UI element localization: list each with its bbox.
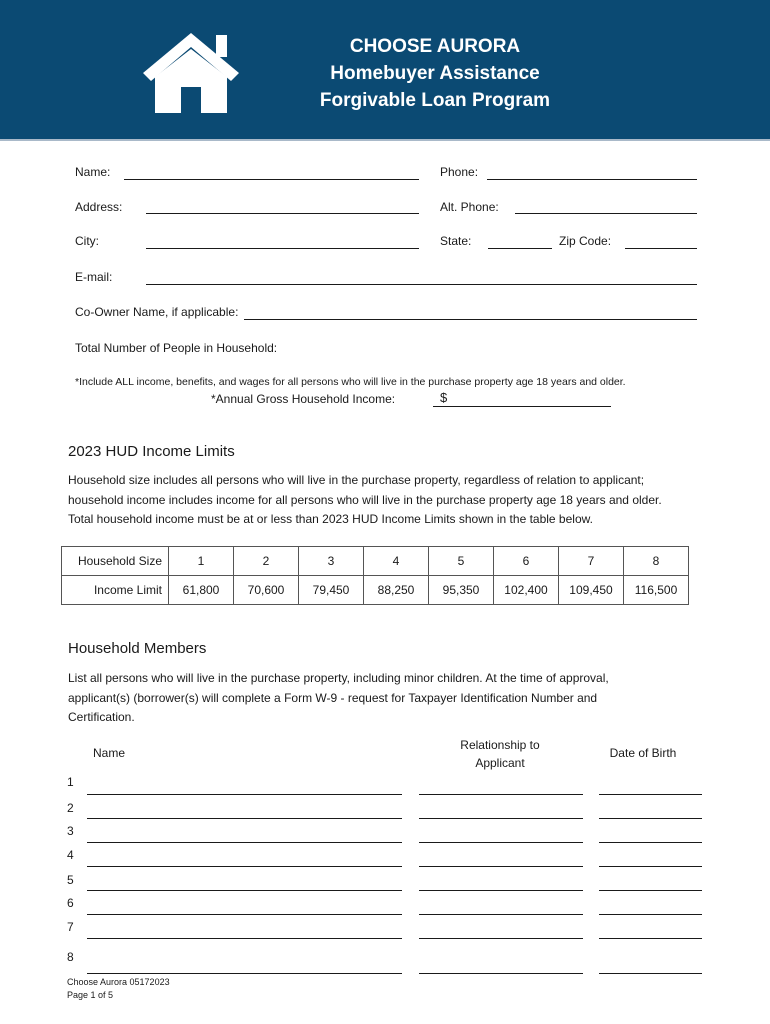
- dob-column-header: Date of Birth: [609, 746, 677, 760]
- coowner-field[interactable]: [244, 319, 697, 320]
- member-relationship-field[interactable]: [419, 914, 583, 915]
- member-relationship-field[interactable]: [419, 938, 583, 939]
- limit-cell: 70,600: [234, 576, 299, 605]
- paragraph-line: household income includes income for all persons who will live in the purchase property age 18 years and older.: [68, 492, 662, 507]
- phone-label: Phone:: [440, 165, 479, 179]
- document-id: Choose Aurora 05172023: [67, 977, 170, 987]
- state-label: State:: [440, 234, 472, 248]
- paragraph-line: List all persons who will live in the purchase property, including minor children. At the time of approval,: [68, 671, 609, 685]
- size-cell: 2: [234, 547, 299, 576]
- member-name-field[interactable]: [87, 794, 402, 795]
- member-relationship-field[interactable]: [419, 890, 583, 891]
- gross-income-label: *Annual Gross Household Income:: [211, 392, 396, 406]
- limit-cell: 61,800: [169, 576, 234, 605]
- member-relationship-field[interactable]: [419, 973, 583, 974]
- member-dob-field[interactable]: [599, 973, 702, 974]
- member-dob-field[interactable]: [599, 938, 702, 939]
- size-cell: 3: [299, 547, 364, 576]
- member-row-number: 2: [67, 801, 74, 815]
- household-members-paragraph: [68, 669, 609, 728]
- relationship-column-header: [440, 736, 560, 772]
- size-cell: 5: [429, 547, 494, 576]
- title-line-1: CHOOSE AURORA: [349, 36, 521, 57]
- member-relationship-field[interactable]: [419, 842, 583, 843]
- paragraph-line: Certification.: [68, 710, 135, 724]
- city-field[interactable]: [146, 248, 419, 249]
- email-label: E-mail:: [75, 270, 113, 284]
- income-note: *Include ALL income, benefits, and wages for all persons who will live in the purchase property age 18 years and older.: [75, 376, 626, 388]
- member-row-number: 5: [67, 873, 74, 887]
- city-label: City:: [75, 234, 99, 248]
- house-icon: [135, 27, 247, 115]
- limit-cell: 79,450: [299, 576, 364, 605]
- paragraph-line: applicant(s) (borrower(s) will complete a Form W-9 - request for Taxpayer Identification Number and: [68, 690, 598, 705]
- gross-income-field[interactable]: [433, 406, 611, 407]
- member-name-field[interactable]: [87, 842, 402, 843]
- member-row-number: 7: [67, 920, 74, 934]
- member-relationship-field[interactable]: [419, 794, 583, 795]
- member-row-number: 4: [67, 848, 74, 862]
- household-members-title: Household Members: [68, 640, 207, 657]
- size-cell: 6: [494, 547, 559, 576]
- income-limit-row: [62, 576, 689, 605]
- member-relationship-field[interactable]: [419, 866, 583, 867]
- size-cell: 8: [624, 547, 689, 576]
- household-size-row: [62, 547, 689, 576]
- member-name-field[interactable]: [87, 914, 402, 915]
- income-limits-title: 2023 HUD Income Limits: [68, 443, 235, 460]
- income-limit-header: Income Limit: [62, 576, 169, 605]
- relationship-header-line: Relationship to: [460, 738, 540, 752]
- member-dob-field[interactable]: [599, 866, 702, 867]
- size-cell: 4: [364, 547, 429, 576]
- name-label: Name:: [75, 165, 111, 179]
- header-banner: [0, 0, 770, 140]
- member-row-number: 6: [67, 896, 74, 910]
- limit-cell: 102,400: [494, 576, 559, 605]
- alt-phone-label: Alt. Phone:: [440, 200, 499, 214]
- member-name-field[interactable]: [87, 818, 402, 819]
- address-field[interactable]: [146, 213, 419, 214]
- zip-field[interactable]: [625, 248, 697, 249]
- member-name-field[interactable]: [87, 866, 402, 867]
- member-dob-field[interactable]: [599, 794, 702, 795]
- size-cell: 7: [559, 547, 624, 576]
- limit-cell: 109,450: [559, 576, 624, 605]
- zip-label: Zip Code:: [559, 234, 612, 248]
- footer: [67, 976, 170, 1002]
- currency-symbol: $: [440, 390, 448, 405]
- size-cell: 1: [169, 547, 234, 576]
- member-row-number: 3: [67, 824, 74, 838]
- phone-field[interactable]: [487, 179, 697, 180]
- limit-cell: 116,500: [624, 576, 689, 605]
- header-divider: [0, 139, 770, 141]
- member-row-number: 8: [67, 950, 74, 964]
- member-name-field[interactable]: [87, 973, 402, 974]
- income-limits-table: [61, 546, 689, 605]
- member-dob-field[interactable]: [599, 890, 702, 891]
- title-line-2: Homebuyer Assistance: [330, 63, 540, 84]
- coowner-label: Co-Owner Name, if applicable:: [75, 305, 239, 319]
- state-field[interactable]: [488, 248, 552, 249]
- page-number: Page 1 of 5: [67, 990, 114, 1000]
- email-field[interactable]: [146, 284, 697, 285]
- name-column-header: Name: [93, 746, 126, 760]
- paragraph-line: Total household income must be at or less than 2023 HUD Income Limits shown in the table below.: [68, 512, 593, 526]
- address-label: Address:: [75, 200, 123, 214]
- relationship-header-line: Applicant: [475, 756, 525, 770]
- member-dob-field[interactable]: [599, 842, 702, 843]
- household-size-header: Household Size: [62, 547, 169, 576]
- paragraph-line: Household size includes all persons who will live in the purchase property, regardless of relation to applicant;: [68, 473, 645, 487]
- title-line-3: Forgivable Loan Program: [319, 90, 551, 111]
- member-dob-field[interactable]: [599, 914, 702, 915]
- limit-cell: 88,250: [364, 576, 429, 605]
- household-count-label: Total Number of People in Household:: [75, 341, 278, 355]
- alt-phone-field[interactable]: [515, 213, 697, 214]
- income-limits-paragraph: [68, 471, 662, 530]
- member-name-field[interactable]: [87, 938, 402, 939]
- member-dob-field[interactable]: [599, 818, 702, 819]
- program-title: [300, 33, 570, 114]
- member-row-number: 1: [67, 775, 74, 789]
- member-name-field[interactable]: [87, 890, 402, 891]
- member-relationship-field[interactable]: [419, 818, 583, 819]
- name-field[interactable]: [124, 179, 419, 180]
- limit-cell: 95,350: [429, 576, 494, 605]
